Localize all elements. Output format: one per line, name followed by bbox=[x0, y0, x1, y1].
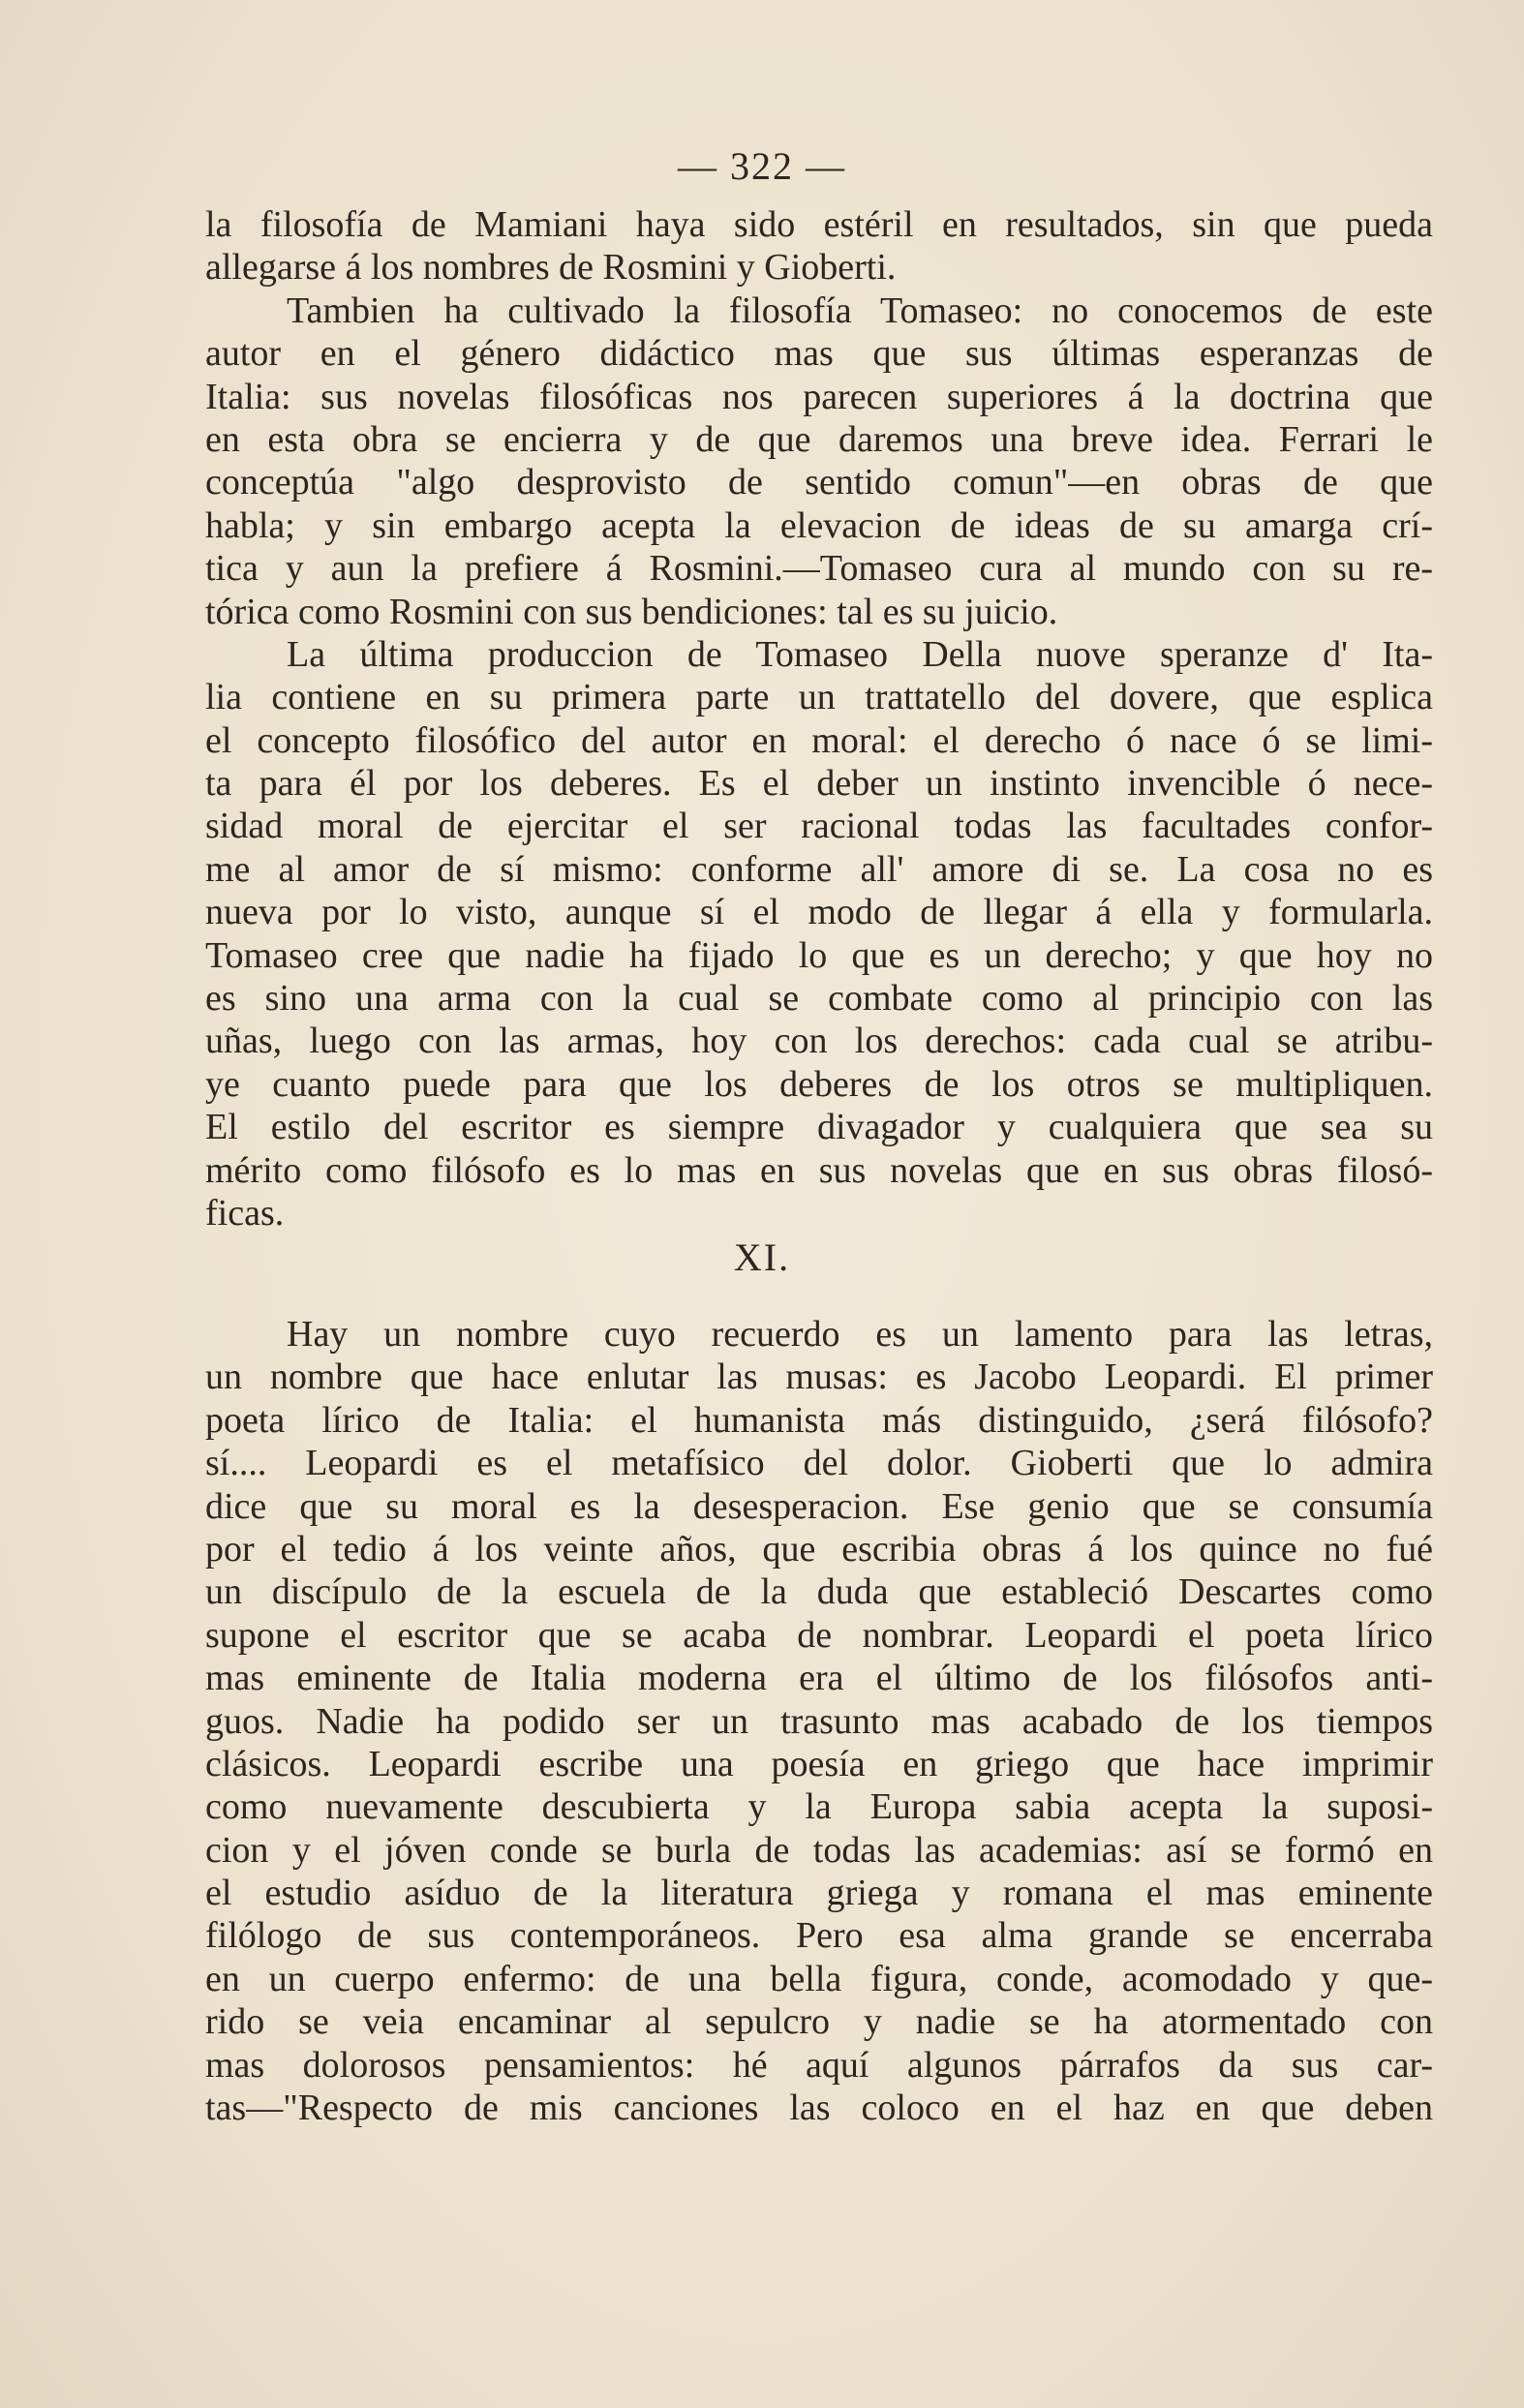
text-line: como nuevamente descubierta y la Europa sabia acepta la suposi- bbox=[205, 1786, 1433, 1828]
text-line: filólogo de sus contemporáneos. Pero esa alma grande se encerraba bbox=[205, 1915, 1433, 1957]
text-line: un discípulo de la escuela de la duda que estableció Descartes como bbox=[205, 1571, 1433, 1613]
text-line: Tambien ha cultivado la filosofía Tomaseo: no conocemos de este bbox=[287, 290, 1433, 331]
text-line: supone el escritor que se acaba de nombrar. Leopardi el poeta lírico bbox=[205, 1614, 1433, 1656]
text-line: dice que su moral es la desesperacion. Ese genio que se consumía bbox=[205, 1485, 1433, 1527]
text-line: la filosofía de Mamiani haya sido estéril en resultados, sin que pueda bbox=[205, 204, 1433, 245]
text-line: un nombre que hace enlutar las musas: es Jacobo Leopardi. El primer bbox=[205, 1356, 1433, 1398]
text-line: en un cuerpo enfermo: de una bella figura, conde, acomodado y que- bbox=[205, 1958, 1433, 1999]
text-line: el concepto filosófico del autor en moral: el derecho ó nace ó se limi- bbox=[205, 719, 1433, 761]
text-line: tas—"Respecto de mis canciones las coloco en el haz en que deben bbox=[205, 2088, 1433, 2129]
text-line: mas dolorosos pensamientos: hé aquí algunos párrafos da sus car- bbox=[205, 2044, 1433, 2086]
text-line: uñas, luego con las armas, hoy con los derechos: cada cual se atribu- bbox=[205, 1021, 1433, 1062]
text-line: sidad moral de ejercitar el ser racional todas las facultades confor- bbox=[205, 806, 1433, 847]
text-line: me al amor de sí mismo: conforme all' amore di se. La cosa no es bbox=[205, 848, 1433, 890]
text-line: tórica como Rosmini con sus bendiciones: tal es su juicio. bbox=[205, 591, 1058, 632]
text-line: Italia: sus novelas filosóficas nos parecen superiores á la doctrina que bbox=[205, 376, 1433, 417]
text-line: lia contiene en su primera parte un trattatello del dovere, que esplica bbox=[205, 677, 1433, 718]
text-line: poeta lírico de Italia: el humanista más distinguido, ¿será filósofo? bbox=[205, 1399, 1433, 1441]
text-line: cion y el jóven conde se burla de todas las academias: así se formó en bbox=[205, 1829, 1433, 1871]
text-line: Tomaseo cree que nadie ha fijado lo que es un derecho; y que hoy no bbox=[205, 934, 1433, 976]
text-line: por el tedio á los veinte años, que escribia obras á los quince no fué bbox=[205, 1528, 1433, 1570]
section-heading: XI. bbox=[733, 1235, 791, 1279]
text-line: nueva por lo visto, aunque sí el modo de llegar á ella y formularla. bbox=[205, 892, 1433, 933]
text-line: mérito como filósofo es lo mas en sus novelas que en sus obras filosó- bbox=[205, 1149, 1433, 1191]
paragraph-block-top bbox=[205, 203, 1433, 1234]
text-line: ye cuanto puede para que los deberes de los otros se multipliquen. bbox=[205, 1063, 1433, 1105]
text-line: rido se veia encaminar al sepulcro y nadie se ha atormentado con bbox=[205, 2001, 1433, 2043]
text-line: El estilo del escritor es siempre divagador y cualquiera que sea su bbox=[205, 1107, 1433, 1148]
text-line: clásicos. Leopardi escribe una poesía en griego que hace imprimir bbox=[205, 1743, 1433, 1784]
text-line: es sino una arma con la cual se combate como al principio con las bbox=[205, 978, 1433, 1020]
text-line: Hay un nombre cuyo recuerdo es un lamento para las letras, bbox=[287, 1314, 1433, 1355]
text-line: conceptúa "algo desprovisto de sentido comun"—en obras de que bbox=[205, 462, 1433, 503]
text-line: sí.... Leopardi es el metafísico del dolor. Gioberti que lo admira bbox=[205, 1443, 1433, 1484]
text-line: mas eminente de Italia moderna era el último de los filósofos anti- bbox=[205, 1658, 1433, 1699]
text-line: ta para él por los deberes. Es el deber un instinto invencible ó nece- bbox=[205, 763, 1433, 805]
text-line: el estudio asíduo de la literatura griega y romana el mas eminente bbox=[205, 1873, 1433, 1914]
paragraph-block-bottom bbox=[205, 1313, 1433, 2129]
text-line: ficas. bbox=[205, 1192, 285, 1234]
text-line: tica y aun la prefiere á Rosmini.—Tomaseo cura al mundo con su re- bbox=[205, 548, 1433, 590]
text-line: autor en el género didáctico mas que sus últimas esperanzas de bbox=[205, 333, 1433, 375]
text-line: guos. Nadie ha podido ser un trasunto mas acabado de los tiempos bbox=[205, 1700, 1433, 1742]
page-number: — 322 — bbox=[678, 144, 846, 188]
text-line: habla; y sin embargo acepta la elevacion de ideas de su amarga crí- bbox=[205, 504, 1433, 546]
text-line: La última produccion de Tomaseo Della nuove speranze d' Ita- bbox=[287, 633, 1433, 675]
text-line: en esta obra se encierra y de que daremos una breve idea. Ferrari le bbox=[205, 418, 1433, 460]
text-line: allegarse á los nombres de Rosmini y Gioberti. bbox=[205, 247, 897, 289]
